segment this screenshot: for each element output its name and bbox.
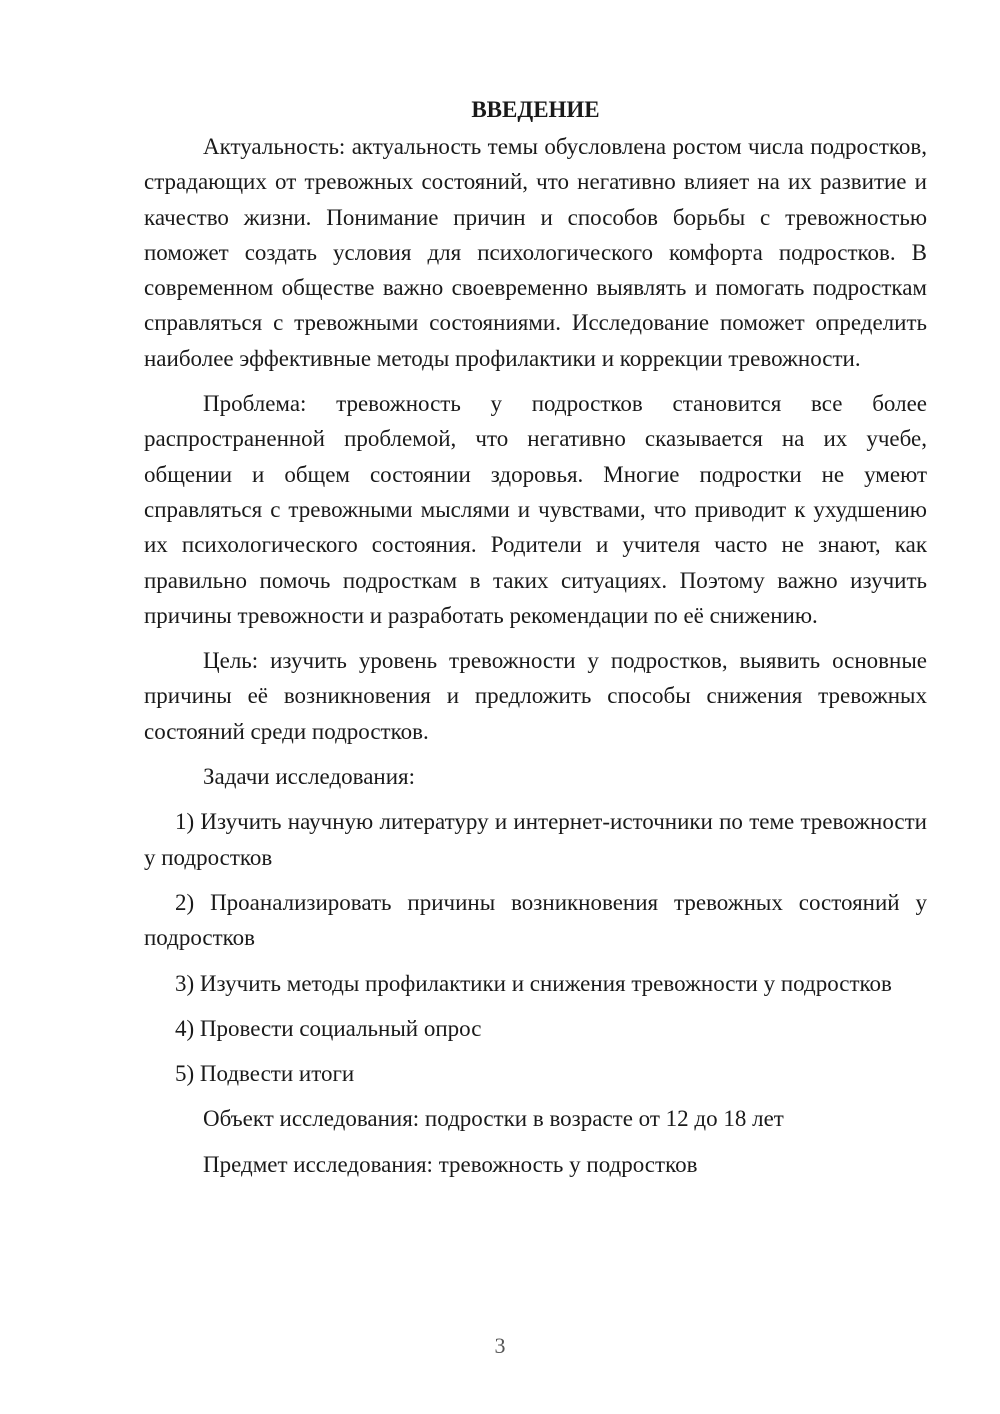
problem-paragraph: Проблема: тревожность у подростков становится все более распространенной проблемой, что негативно сказывается на их учебе, общении и общем состоянии здоровья. Многие подростки не умеют справляться с тревожными мыслями и чувствами, что приводит к ухудшению их психологического состояния. Родители и учителя часто не знают, как правильно помочь подросткам в таких ситуациях. Поэтому важно изучить причины тревожности и разработать рекомендации по её снижению. bbox=[144, 391, 927, 628]
task-item: 1) Изучить научную литературу и интернет-источники по теме тревожности у подростков bbox=[144, 809, 927, 870]
research-subject: Предмет исследования: тревожность у подростков bbox=[203, 1151, 698, 1177]
relevance-paragraph: Актуальность: актуальность темы обусловлена ростом числа подростков, страдающих от тревожных состояний, что негативно влияет на их развитие и качество жизни. Понимание причин и способов борьбы с тревожностью поможет создать условия для психологического комфорта подростков. В современном обществе важно своевременно выявлять и помогать подросткам справляться с тревожными состояниями. Исследование поможет определить наиболее эффективные методы профилактики и коррекции тревожности. bbox=[144, 134, 927, 371]
task-item: 2) Проанализировать причины возникновения тревожных состояний у подростков bbox=[144, 889, 927, 951]
section-heading: ВВЕДЕНИЕ bbox=[471, 97, 600, 122]
research-object: Объект исследования: подростки в возрасте от 12 до 18 лет bbox=[203, 1106, 784, 1132]
page-number: 3 bbox=[494, 1333, 506, 1358]
tasks-heading: Задачи исследования: bbox=[203, 764, 416, 790]
task-item: 5) Подвести итоги bbox=[175, 1061, 355, 1087]
goal-paragraph: Цель: изучить уровень тревожности у подростков, выявить основные причины её возникновения и предложить способы снижения тревожных состояний среди подростков. bbox=[144, 648, 927, 744]
page-content bbox=[144, 92, 927, 1182]
task-item: 3) Изучить методы профилактики и снижения тревожности у подростков bbox=[175, 970, 892, 996]
task-item: 4) Провести социальный опрос bbox=[175, 1015, 482, 1041]
